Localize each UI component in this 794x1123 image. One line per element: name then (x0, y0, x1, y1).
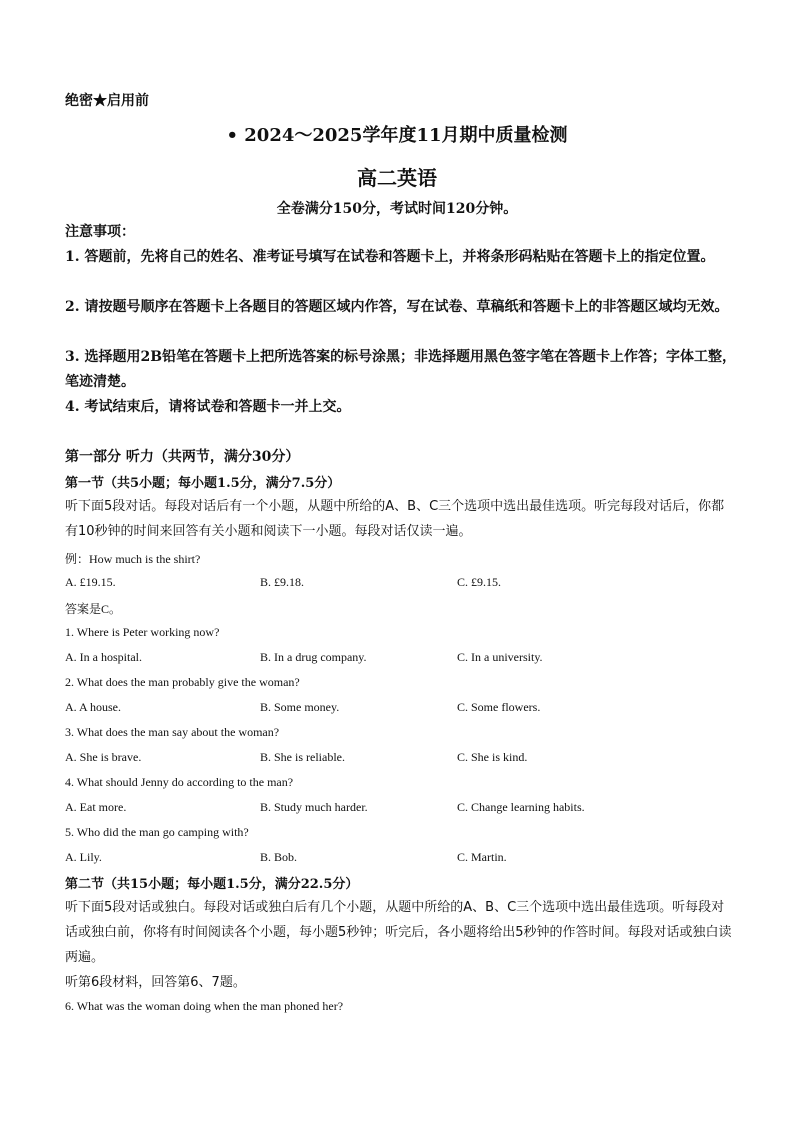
notice-item-2: 2. 请按题号顺序在答题卡上各题目的答题区域内作答，写在试卷、草稿纸和答题卡上的非答题区域均无效。 (65, 299, 729, 315)
question-3-option-a: A. She is brave. (65, 750, 142, 764)
question-3: 3. What does the man say about the woman? (65, 725, 280, 739)
notice-item-1: 1. 答题前，先将自己的姓名、准考证号填写在试卷和答题卡上，并将条形码粘贴在答题卡上的指定位置。 (65, 249, 715, 265)
question-6: 6. What was the woman doing when the man phoned her? (65, 999, 344, 1013)
question-5-option-c: C. Martin. (457, 850, 507, 864)
title-text: 2024～2025学年度11月期中质量检测 (244, 125, 568, 146)
question-3-option-c: C. She is kind. (457, 750, 528, 764)
question-4: 4. What should Jenny do according to the man? (65, 775, 294, 789)
question-5-option-a: A. Lily. (65, 850, 102, 864)
example-question: 例：How much is the shirt? (65, 552, 201, 566)
question-2-option-b: B. Some money. (260, 700, 340, 714)
question-5: 5. Who did the man go camping with? (65, 825, 249, 839)
notice-item-3: 3. 选择题用2B铅笔在答题卡上把所选答案的标号涂黑；非选择题用黑色签字笔在答题卡上作答；字体工整，笔迹清楚。 (65, 349, 737, 390)
part1-heading: 第一部分 听力（共两节，满分30分） (65, 449, 300, 465)
example-option-b: B. £9.18. (260, 575, 305, 589)
question-1-option-b: B. In a drug company. (260, 650, 367, 664)
notice-heading: 注意事项： (65, 224, 135, 240)
section1-instructions: 听下面5段对话。每段对话后有一个小题，从题中所给的A、B、C三个选项中选出最佳选项。听完每段对话后，你都有10秒钟的时间来回答有关小题和阅读下一小题。每段对话仅读一遍。 (65, 499, 725, 539)
section2-heading: 第二节（共15小题；每小题1.5分，满分22.5分） (65, 877, 359, 892)
question-1-option-a: A. In a hospital. (65, 650, 142, 664)
question-4-option-a: A. Eat more. (65, 800, 127, 814)
question-1-option-c: C. In a university. (457, 650, 543, 664)
title-bullet: • (226, 125, 238, 146)
subject-title: 高二英语 (357, 166, 437, 190)
question-2-option-a: A. A house. (65, 700, 122, 714)
section1-heading: 第一节（共5小题；每小题1.5分，满分7.5分） (65, 476, 341, 491)
question-2-option-c: C. Some flowers. (457, 700, 541, 714)
notice-item-4: 4. 考试结束后，请将试卷和答题卡一并上交。 (65, 399, 351, 415)
section2-instructions: 听下面5段对话或独白。每段对话或独白后有几个小题，从题中所给的A、B、C三个选项中选出最佳选项。听每段对话或独白前，你将有时间阅读各个小题，每小题5秒钟；听完后，各小题将给出5秒钟的作答时间。每段对话或独白读两遍。 (65, 900, 732, 965)
example-answer: 答案是C。 (65, 602, 122, 616)
question-5-option-b: B. Bob. (260, 850, 298, 864)
score-time-line: 全卷满分150分，考试时间120分钟。 (276, 201, 518, 217)
example-option-a: A. £19.15. (65, 575, 116, 589)
material-6-label: 听第6段材料，回答第6、7题。 (65, 975, 246, 990)
exam-title (0, 121, 794, 147)
confidential-label: 绝密★启用前 (65, 93, 149, 109)
question-2: 2. What does the man probably give the woman? (65, 675, 300, 689)
example-option-c: C. £9.15. (457, 575, 502, 589)
question-3-option-b: B. She is reliable. (260, 750, 345, 764)
question-1: 1. Where is Peter working now? (65, 625, 220, 639)
question-4-option-c: C. Change learning habits. (457, 800, 585, 814)
question-4-option-b: B. Study much harder. (260, 800, 368, 814)
